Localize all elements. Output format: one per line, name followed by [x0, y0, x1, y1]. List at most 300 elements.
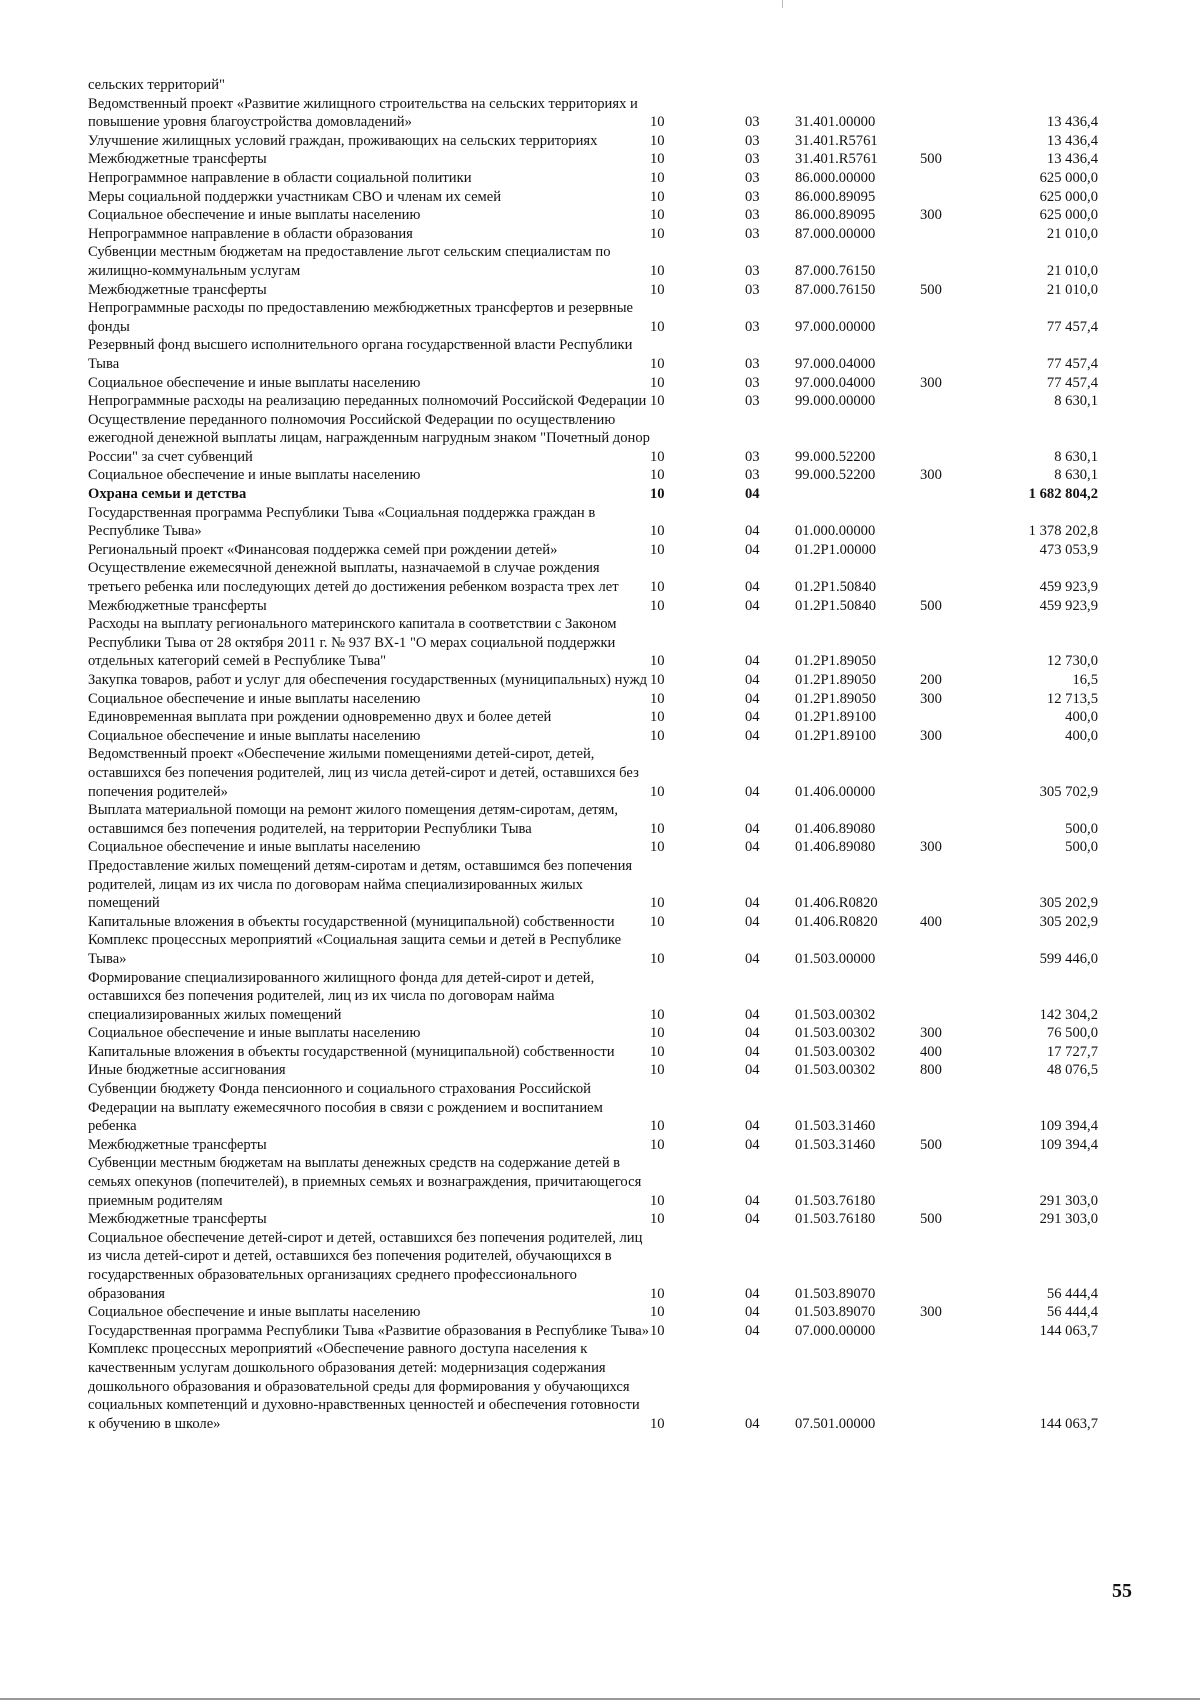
section-code: 10 — [650, 653, 665, 670]
target-article-code: 87.000.00000 — [795, 225, 876, 242]
subsection-code: 04 — [745, 690, 760, 707]
item-name: Предоставление жилых помещений детям-сиротам и детям, оставшимся без попечения родителей, лицам из их числа по договорам найма специализированных жилых помещений — [88, 857, 633, 912]
amount: 1 378 202,8 — [1028, 523, 1098, 540]
section-code: 10 — [650, 1322, 665, 1339]
subsection-code: 04 — [745, 839, 760, 856]
target-article-code: 01.503.00302 — [795, 1006, 876, 1023]
subsection-code: 03 — [745, 132, 760, 149]
amount: 599 446,0 — [1039, 950, 1098, 967]
amount: 305 702,9 — [1039, 783, 1098, 800]
subsection-code: 04 — [745, 709, 760, 726]
target-article-code: 31.401.R5761 — [795, 132, 878, 149]
budget-table-body — [88, 76, 1098, 1433]
section-code: 10 — [650, 318, 665, 335]
table-row — [88, 504, 1098, 541]
amount — [990, 76, 1098, 95]
subsection-code: 03 — [745, 225, 760, 242]
subsection-code: 04 — [745, 727, 760, 744]
amount: 305 202,9 — [1039, 895, 1098, 912]
table-row — [88, 541, 1098, 560]
table-row — [88, 169, 1098, 188]
table-row — [88, 559, 1098, 596]
item-name: Региональный проект «Финансовая поддержка семей при рождении детей» — [88, 541, 558, 558]
subsection-code: 03 — [745, 169, 760, 186]
expense-type-code — [920, 541, 990, 560]
amount: 625 000,0 — [1039, 207, 1098, 224]
section-code: 10 — [650, 1304, 665, 1321]
section-code: 10 — [650, 1043, 665, 1060]
section-code: 10 — [650, 467, 665, 484]
expense-type-code — [920, 745, 990, 801]
target-article-code — [795, 76, 920, 95]
item-name: Ведомственный проект «Обеспечение жилыми помещениями детей-сирот, детей, оставшихся без попечения родителей, лиц из числа детей-сирот и детей, оставшихся без попечения родителей» — [88, 746, 639, 800]
section-code: 10 — [650, 839, 665, 856]
subsection-code: 04 — [745, 1118, 760, 1135]
amount: 500,0 — [1065, 820, 1098, 837]
table-row — [88, 411, 1098, 467]
item-name: Социальное обеспечение и иные выплаты населению — [88, 1025, 421, 1042]
section-code: 10 — [650, 281, 665, 298]
table-row — [88, 95, 1098, 132]
target-article-code: 86.000.89095 — [795, 207, 876, 224]
expense-type-code — [920, 1322, 990, 1341]
amount: 21 010,0 — [1046, 262, 1098, 279]
expense-type-code — [920, 392, 990, 411]
table-row — [88, 969, 1098, 1025]
item-name: Социальное обеспечение детей-сирот и детей, оставшихся без попечения родителей, лиц из числа детей-сирот и детей, оставшихся без попечения родителей, обучающихся в государственных образовательных организациях среднего профессионального образования — [88, 1229, 643, 1302]
subsection-code: 03 — [745, 114, 760, 131]
section-code: 10 — [650, 783, 665, 800]
section-code: 10 — [650, 1025, 665, 1042]
budget-table — [88, 76, 1098, 1433]
item-name: Государственная программа Республики Тыва «Развитие образования в Республике Тыва» — [88, 1322, 650, 1339]
amount: 56 444,4 — [1046, 1304, 1098, 1321]
section-code: 10 — [650, 151, 665, 168]
expense-type-code: 300 — [920, 690, 942, 707]
expense-type-code: 300 — [920, 1025, 942, 1042]
target-article-code: 01.2Р1.00000 — [795, 541, 877, 558]
target-article-code: 01.503.31460 — [795, 1136, 876, 1153]
table-row — [88, 206, 1098, 225]
target-article-code: 01.406.89080 — [795, 820, 876, 837]
section-code: 10 — [650, 913, 665, 930]
item-name: сельских территорий" — [88, 77, 226, 93]
target-article-code: 99.000.52200 — [795, 448, 876, 465]
expense-type-code — [920, 1154, 990, 1210]
section-code: 10 — [650, 262, 665, 279]
expense-type-code: 400 — [920, 1043, 942, 1060]
subsection-code: 04 — [745, 1136, 760, 1153]
subsection-code: 03 — [745, 318, 760, 335]
item-name: Непрограммное направление в области социальной политики — [88, 169, 472, 186]
item-name: Непрограммные расходы по предоставлению межбюджетных трансфертов и резервные фонды — [88, 300, 634, 335]
table-row — [88, 281, 1098, 300]
item-name: Резервный фонд высшего исполнительного органа государственной власти Республики Тыва — [88, 337, 633, 372]
target-article-code: 01.503.31460 — [795, 1118, 876, 1135]
section-code: 10 — [650, 1062, 665, 1079]
subsection-code: 04 — [745, 950, 760, 967]
expense-type-code: 500 — [920, 281, 942, 298]
section-code: 10 — [650, 207, 665, 224]
section-code: 10 — [650, 132, 665, 149]
amount: 76 500,0 — [1046, 1025, 1098, 1042]
expense-type-code — [920, 504, 990, 541]
table-row — [88, 1043, 1098, 1062]
table-row — [88, 615, 1098, 671]
expense-type-code: 300 — [920, 839, 942, 856]
target-article-code: 01.2Р1.50840 — [795, 579, 877, 596]
target-article-code: 01.2Р1.89050 — [795, 690, 877, 707]
subsection-code: 04 — [745, 672, 760, 688]
section-code: 10 — [650, 1415, 665, 1432]
table-row — [88, 1136, 1098, 1155]
table-row — [88, 1210, 1098, 1229]
section-code: 10 — [650, 1006, 665, 1023]
expense-type-code — [920, 1080, 990, 1136]
item-name: Комплекс процессных мероприятий «Обеспечение равного доступа населения к качественным услугам дошкольного образования детей: модернизация содержания дошкольного образования и образовательной среды для формирования у обучающихся социальных компетенций и духовно-нравственных ценностей и обеспечения готовности к обучению в школе» — [88, 1341, 640, 1432]
expense-type-code — [920, 76, 990, 95]
subsection-code: 03 — [745, 188, 760, 205]
amount: 473 053,9 — [1039, 541, 1098, 558]
expense-type-code: 400 — [920, 913, 942, 930]
table-row — [88, 671, 1098, 690]
expense-type-code — [920, 169, 990, 188]
expense-type-code: 500 — [920, 597, 942, 614]
subsection-code: 04 — [745, 653, 760, 670]
amount: 144 063,7 — [1039, 1322, 1098, 1339]
subsection-code: 04 — [745, 913, 760, 930]
amount: 12 730,0 — [1046, 653, 1098, 670]
subsection-code: 03 — [745, 355, 760, 372]
subsection-code: 04 — [745, 1192, 760, 1209]
subsection-code: 04 — [745, 1415, 760, 1432]
subsection-code: 03 — [745, 262, 760, 279]
section-code: 10 — [650, 114, 665, 131]
subsection-code: 03 — [745, 151, 760, 168]
section-code: 10 — [650, 355, 665, 372]
amount: 17 727,7 — [1046, 1043, 1098, 1060]
section-code — [650, 76, 745, 95]
expense-type-code: 800 — [920, 1062, 942, 1079]
target-article-code: 01.406.R0820 — [795, 913, 878, 930]
section-code: 10 — [650, 672, 665, 688]
amount: 625 000,0 — [1039, 188, 1098, 205]
amount: 291 303,0 — [1039, 1211, 1098, 1228]
target-article-code: 86.000.89095 — [795, 188, 876, 205]
subsection-code: 04 — [745, 1062, 760, 1079]
item-name: Субвенции местным бюджетам на предоставление льгот сельским специалистам по жилищно-коммунальным услугам — [88, 244, 611, 279]
expense-type-code: 300 — [920, 467, 942, 484]
amount: 291 303,0 — [1039, 1192, 1098, 1209]
table-row — [88, 336, 1098, 373]
expense-type-code: 300 — [920, 1304, 942, 1321]
target-article-code: 87.000.76150 — [795, 281, 876, 298]
target-article-code: 01.503.00302 — [795, 1025, 876, 1042]
table-row — [88, 299, 1098, 336]
target-article-code: 01.503.76180 — [795, 1211, 876, 1228]
amount: 400,0 — [1065, 709, 1098, 726]
amount: 12 713,5 — [1046, 690, 1098, 707]
amount: 400,0 — [1065, 727, 1098, 744]
target-article-code: 01.503.76180 — [795, 1192, 876, 1209]
amount: 48 076,5 — [1046, 1062, 1098, 1079]
target-article-code: 01.2Р1.89050 — [795, 672, 877, 688]
target-article-code: 01.2Р1.89100 — [795, 727, 877, 744]
bottom-rule — [0, 1698, 1200, 1700]
table-row — [88, 485, 1098, 504]
table-row — [88, 188, 1098, 207]
table-row — [88, 1322, 1098, 1341]
section-code: 10 — [650, 1136, 665, 1153]
table-row — [88, 225, 1098, 244]
item-name: Социальное обеспечение и иные выплаты населению — [88, 690, 421, 707]
item-name: Ведомственный проект «Развитие жилищного строительства на сельских территориях и повышение уровня благоустройства домовладений» — [88, 95, 638, 131]
item-name: Единовременная выплата при рождении одновременно двух и более детей — [88, 709, 552, 726]
table-row — [88, 913, 1098, 932]
amount: 109 394,4 — [1039, 1136, 1098, 1153]
amount: 142 304,2 — [1039, 1006, 1098, 1023]
item-name: Межбюджетные трансферты — [88, 1136, 267, 1153]
target-article-code: 01.503.00302 — [795, 1043, 876, 1060]
subsection-code: 04 — [745, 597, 760, 614]
subsection-code: 04 — [745, 820, 760, 837]
amount: 77 457,4 — [1046, 318, 1098, 335]
target-article-code: 07.501.00000 — [795, 1415, 876, 1432]
target-article-code: 97.000.00000 — [795, 318, 876, 335]
expense-type-code — [920, 188, 990, 207]
amount: 77 457,4 — [1046, 374, 1098, 391]
item-name: Социальное обеспечение и иные выплаты населению — [88, 467, 421, 484]
amount: 13 436,4 — [1046, 151, 1098, 168]
subsection-code: 04 — [745, 579, 760, 596]
expense-type-code: 300 — [920, 374, 942, 391]
expense-type-code — [920, 243, 990, 280]
expense-type-code — [920, 1229, 990, 1303]
section-code: 10 — [650, 188, 665, 205]
item-name: Охрана семьи и детства — [88, 486, 247, 503]
item-name: Комплекс процессных мероприятий «Социальная защита семьи и детей в Республике Тыва» — [88, 932, 622, 967]
subsection-code: 04 — [745, 783, 760, 800]
section-code: 10 — [650, 393, 665, 410]
subsection-code: 04 — [745, 1285, 760, 1302]
subsection-code: 04 — [745, 523, 760, 540]
expense-type-code — [920, 1340, 990, 1433]
section-code: 10 — [650, 523, 665, 540]
section-code: 10 — [650, 169, 665, 186]
table-row — [88, 597, 1098, 616]
section-code: 10 — [650, 690, 665, 707]
target-article-code: 01.2Р1.89050 — [795, 653, 877, 670]
subsection-code: 04 — [745, 1043, 760, 1060]
expense-type-code: 500 — [920, 1211, 942, 1228]
section-code: 10 — [650, 820, 665, 837]
expense-type-code — [920, 485, 990, 504]
target-article-code: 01.000.00000 — [795, 523, 876, 540]
amount: 13 436,4 — [1046, 132, 1098, 149]
subsection-code: 04 — [745, 541, 760, 558]
table-row — [88, 745, 1098, 801]
item-name: Межбюджетные трансферты — [88, 281, 267, 298]
section-code: 10 — [650, 895, 665, 912]
item-name: Расходы на выплату регионального материнского капитала в соответствии с Законом Республики Тыва от 28 октября 2011 г. № 937 ВХ-1 "О мерах социальной поддержки отдельных категорий семей в Республике Тыва" — [88, 616, 617, 670]
expense-type-code — [920, 857, 990, 913]
table-row — [88, 1024, 1098, 1043]
page-number: 55 — [1112, 1580, 1132, 1602]
target-article-code: 97.000.04000 — [795, 355, 876, 372]
table-row — [88, 931, 1098, 968]
table-row — [88, 150, 1098, 169]
item-name: Непрограммное направление в области образования — [88, 225, 413, 242]
amount: 1 682 804,2 — [1028, 486, 1098, 503]
amount: 500,0 — [1065, 839, 1098, 856]
section-code: 10 — [650, 541, 665, 558]
expense-type-code — [920, 708, 990, 727]
amount: 305 202,9 — [1039, 913, 1098, 930]
subsection-code — [745, 76, 795, 95]
subsection-code: 04 — [745, 895, 760, 912]
section-code: 10 — [650, 448, 665, 465]
target-article-code: 01.2Р1.50840 — [795, 597, 877, 614]
target-article-code: 01.406.00000 — [795, 783, 876, 800]
subsection-code: 04 — [745, 1025, 760, 1042]
amount: 625 000,0 — [1039, 169, 1098, 186]
section-code: 10 — [650, 579, 665, 596]
expense-type-code — [920, 559, 990, 596]
target-article-code: 01.2Р1.89100 — [795, 709, 877, 726]
target-article-code: 87.000.76150 — [795, 262, 876, 279]
section-code: 10 — [650, 1211, 665, 1228]
amount: 459 923,9 — [1039, 597, 1098, 614]
target-article-code: 07.000.00000 — [795, 1322, 876, 1339]
target-article-code: 31.401.00000 — [795, 114, 876, 131]
expense-type-code: 500 — [920, 151, 942, 168]
expense-type-code — [920, 411, 990, 467]
expense-type-code — [920, 801, 990, 838]
section-code: 10 — [650, 1192, 665, 1209]
section-code: 10 — [650, 486, 665, 503]
table-row — [88, 727, 1098, 746]
table-row — [88, 466, 1098, 485]
target-article-code: 01.503.89070 — [795, 1285, 876, 1302]
expense-type-code — [920, 615, 990, 671]
subsection-code: 04 — [745, 1322, 760, 1339]
section-code: 10 — [650, 374, 665, 391]
table-row — [88, 1229, 1098, 1303]
amount: 8 630,1 — [1054, 393, 1098, 410]
item-name: Социальное обеспечение и иные выплаты населению — [88, 727, 421, 744]
section-code: 10 — [650, 597, 665, 614]
item-name: Капитальные вложения в объекты государственной (муниципальной) собственности — [88, 913, 615, 930]
expense-type-code: 300 — [920, 207, 942, 224]
item-name: Осуществление ежемесячной денежной выплаты, назначаемой в случае рождения третьего ребенка или последующих детей до достижения ребенком возраста трех лет — [88, 560, 619, 596]
item-name: Социальное обеспечение и иные выплаты населению — [88, 839, 421, 856]
amount: 13 436,4 — [1046, 114, 1098, 131]
item-name: Улучшение жилищных условий граждан, проживающих на сельских территориях — [88, 132, 598, 149]
table-row — [88, 392, 1098, 411]
amount: 109 394,4 — [1039, 1118, 1098, 1135]
amount: 21 010,0 — [1046, 225, 1098, 242]
expense-type-code — [920, 132, 990, 151]
subsection-code: 03 — [745, 393, 760, 410]
item-name: Социальное обеспечение и иные выплаты населению — [88, 374, 421, 391]
subsection-code: 04 — [745, 486, 760, 503]
target-article-code: 01.406.R0820 — [795, 895, 878, 912]
subsection-code: 04 — [745, 1304, 760, 1321]
item-name: Межбюджетные трансферты — [88, 1211, 267, 1228]
table-row — [88, 1340, 1098, 1433]
subsection-code: 04 — [745, 1211, 760, 1228]
target-article-code: 99.000.52200 — [795, 467, 876, 484]
section-code: 10 — [650, 709, 665, 726]
subsection-code: 03 — [745, 374, 760, 391]
expense-type-code — [920, 225, 990, 244]
expense-type-code: 200 — [920, 672, 942, 688]
target-article-code: 01.503.00000 — [795, 950, 876, 967]
section-code: 10 — [650, 1118, 665, 1135]
target-article-code: 99.000.00000 — [795, 393, 876, 410]
item-name: Выплата материальной помощи на ремонт жилого помещения детям-сиротам, детям, оставшимся без попечения родителей, на территории Республики Тыва — [88, 802, 618, 837]
item-name: Непрограммные расходы на реализацию переданных полномочий Российской Федерации — [88, 393, 647, 410]
item-name: Субвенции бюджету Фонда пенсионного и социального страхования Российской Федерации на выплату ежемесячного пособия в связи с рождением и воспитанием ребенка — [88, 1081, 603, 1135]
item-name: Субвенции местным бюджетам на выплаты денежных средств на содержание детей в семьях опекунов (попечителей), в приемных семьях и вознаграждения, причитающегося приемным родителям — [88, 1155, 642, 1209]
section-code: 10 — [650, 1285, 665, 1302]
subsection-code: 04 — [745, 1006, 760, 1023]
table-row — [88, 1303, 1098, 1322]
amount: 8 630,1 — [1054, 467, 1098, 484]
table-row — [88, 838, 1098, 857]
item-name: Межбюджетные трансферты — [88, 151, 267, 168]
item-name: Капитальные вложения в объекты государственной (муниципальной) собственности — [88, 1043, 615, 1060]
item-name: Социальное обеспечение и иные выплаты населению — [88, 207, 421, 224]
table-row — [88, 132, 1098, 151]
table-row — [88, 1061, 1098, 1080]
subsection-code: 03 — [745, 448, 760, 465]
amount: 56 444,4 — [1046, 1285, 1098, 1302]
amount: 459 923,9 — [1039, 579, 1098, 596]
expense-type-code — [920, 299, 990, 336]
item-name: Формирование специализированного жилищного фонда для детей-сирот и детей, оставшихся без попечения родителей, лиц из их числа по договорам найма специализированных жилых помещений — [88, 969, 595, 1023]
expense-type-code: 300 — [920, 727, 942, 744]
target-article-code: 01.406.89080 — [795, 839, 876, 856]
target-article-code: 31.401.R5761 — [795, 151, 878, 168]
item-name: Осуществление переданного полномочия Российской Федерации по осуществлению ежегодной денежной выплаты лицам, награжденным нагрудным знаком "Почетный донор России" за счет субвенций — [88, 411, 650, 465]
target-article-code — [795, 485, 920, 504]
item-name: Социальное обеспечение и иные выплаты населению — [88, 1304, 421, 1321]
section-code: 10 — [650, 727, 665, 744]
amount: 21 010,0 — [1046, 281, 1098, 298]
expense-type-code — [920, 336, 990, 373]
table-row — [88, 1080, 1098, 1136]
table-row — [88, 1154, 1098, 1210]
subsection-code: 03 — [745, 281, 760, 298]
section-code: 10 — [650, 950, 665, 967]
scan-mark — [782, 0, 783, 8]
table-row — [88, 708, 1098, 727]
item-name: Государственная программа Республики Тыва «Социальная поддержка граждан в Республике Тыва» — [88, 504, 596, 540]
table-row — [88, 374, 1098, 393]
item-name: Меры социальной поддержки участникам СВО и членам их семей — [88, 188, 502, 205]
amount: 16,5 — [1072, 672, 1098, 688]
table-row — [88, 243, 1098, 280]
target-article-code: 01.503.89070 — [795, 1304, 876, 1321]
amount: 144 063,7 — [1039, 1415, 1098, 1432]
table-row — [88, 857, 1098, 913]
subsection-code: 03 — [745, 207, 760, 224]
section-code: 10 — [650, 225, 665, 242]
item-name: Закупка товаров, работ и услуг для обеспечения государственных (муниципальных) нужд — [88, 672, 648, 688]
target-article-code: 86.000.00000 — [795, 169, 876, 186]
target-article-code: 01.503.00302 — [795, 1062, 876, 1079]
